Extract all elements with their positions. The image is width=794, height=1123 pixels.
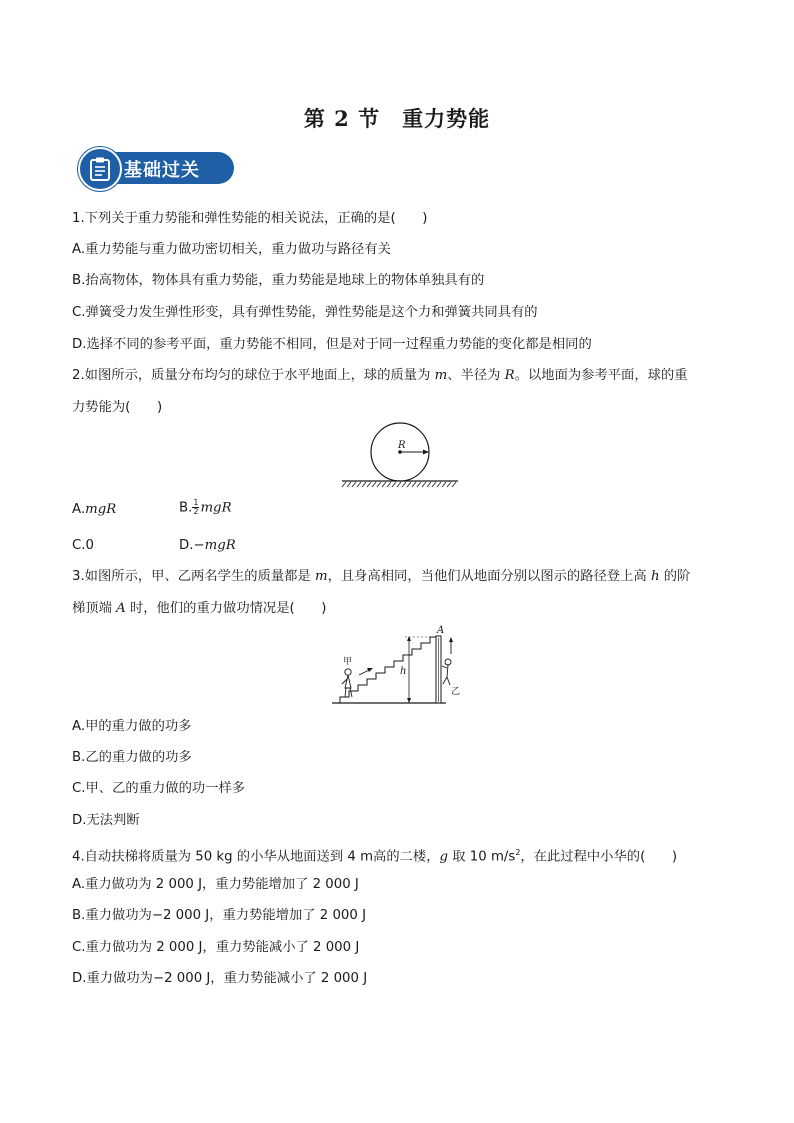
q4-option-b: B.重力做功为−2 000 J，重力势能增加了 2 000 J [72, 908, 367, 923]
q4-option-a: A.重力做功为 2 000 J，重力势能增加了 2 000 J [72, 877, 359, 892]
label-jia: 甲 [343, 657, 353, 667]
q2-text: 。以地面为参考平面，球的重 [514, 368, 688, 383]
q3-text: 的阶 [659, 569, 691, 584]
q4-text: 取 10 m/s [448, 849, 516, 865]
q4-stem [72, 844, 677, 866]
person-jia [342, 669, 352, 697]
point-a-label: A [437, 625, 445, 636]
height-label: h [400, 666, 407, 677]
ground-hatching [342, 482, 456, 487]
q4-var-g: g [439, 849, 449, 865]
person-yi [442, 659, 451, 685]
q2-ball-figure [338, 422, 462, 490]
q2-option-c: C.0 [72, 538, 94, 553]
q2-stem-line1 [72, 367, 688, 385]
q3-var-h: h [650, 569, 660, 584]
q3-text: 时，他们的重力做功情况是( ) [125, 601, 327, 616]
q1-option-d: D.选择不同的参考平面，重力势能不相同，但是对于同一过程重力势能的变化都是相同的 [72, 337, 592, 352]
badge-label: 基础过关 [124, 160, 200, 181]
staircase [340, 637, 436, 703]
page-title: 第 2 节 重力势能 [303, 106, 491, 131]
q3-option-d: D.无法判断 [72, 813, 140, 828]
fraction-numerator: 1 [193, 498, 199, 507]
q1-option-c: C.弹簧受力发生弹性形变，具有弹性势能，弹性势能是这个力和弹簧共同具有的 [72, 305, 538, 320]
q1-stem: 1.下列关于重力势能和弹性势能的相关说法，正确的是( ) [72, 211, 428, 226]
q3-text: 3.如图所示，甲、乙两名学生的质量都是 [72, 569, 315, 584]
label-yi: 乙 [451, 687, 461, 697]
q2-option-d-prefix: D. [179, 538, 194, 553]
q3-option-c: C.甲、乙的重力做的功一样多 [72, 781, 246, 796]
q4-text: 4.自动扶梯将质量为 50 kg 的小华从地面送到 4 m高的二楼， [72, 849, 440, 865]
q2-var-r: R [504, 368, 515, 383]
q1-option-a: A.重力势能与重力做功密切相关，重力做功与路径有关 [72, 242, 391, 257]
q2-option-a [72, 501, 116, 519]
q4-text: ，在此过程中小华的( ) [520, 849, 678, 865]
q2-option-b-value: mgR [200, 500, 232, 516]
q3-var-m: m [314, 569, 328, 584]
fraction-denominator: 2 [193, 507, 199, 516]
path-arrowhead-yi [449, 637, 453, 642]
q1-option-b: B.抬高物体，物体具有重力势能，重力势能是地球上的物体单独具有的 [72, 273, 485, 288]
clipboard-checklist-icon [89, 157, 111, 181]
path-arrowhead-jia [367, 668, 373, 672]
q2-option-d-value: −mgR [193, 538, 236, 553]
q2-option-a-prefix: A. [72, 502, 86, 517]
q3-text: ，且身高相同，当他们从地面分别以图示的路径登上高 [327, 569, 651, 584]
q3-var-a: A [116, 601, 126, 616]
q3-option-a: A.甲的重力做的功多 [72, 719, 192, 734]
q2-text: 2.如图所示，质量分布均匀的球位于水平地面上，球的质量为 [72, 368, 435, 383]
q4-option-c: C.重力做功为 2 000 J，重力势能减小了 2 000 J [72, 940, 360, 955]
q3-stem-line2 [72, 600, 327, 618]
q2-text: 、半径为 [447, 368, 505, 383]
q2-option-d [179, 537, 236, 555]
q3-staircase-figure [330, 624, 464, 708]
q3-option-b: B.乙的重力做的功多 [72, 750, 192, 765]
q2-var-m: m [434, 368, 448, 383]
fraction-half [192, 499, 199, 516]
q2-option-a-value: mgR [85, 502, 117, 517]
radius-label: R [398, 440, 406, 451]
badge-circle [78, 147, 122, 191]
q2-option-b-prefix: B. [179, 500, 193, 516]
q2-option-b [179, 499, 232, 518]
height-arrow-bottom [407, 698, 411, 703]
q4-superscript: 2 [515, 848, 521, 857]
q2-stem-line2: 力势能为( ) [72, 400, 163, 415]
q3-text: 梯顶端 [72, 601, 117, 616]
q4-option-d: D.重力做功为−2 000 J，重力势能减小了 2 000 J [72, 971, 368, 986]
q3-stem-line1 [72, 568, 690, 586]
section-badge [78, 147, 234, 189]
